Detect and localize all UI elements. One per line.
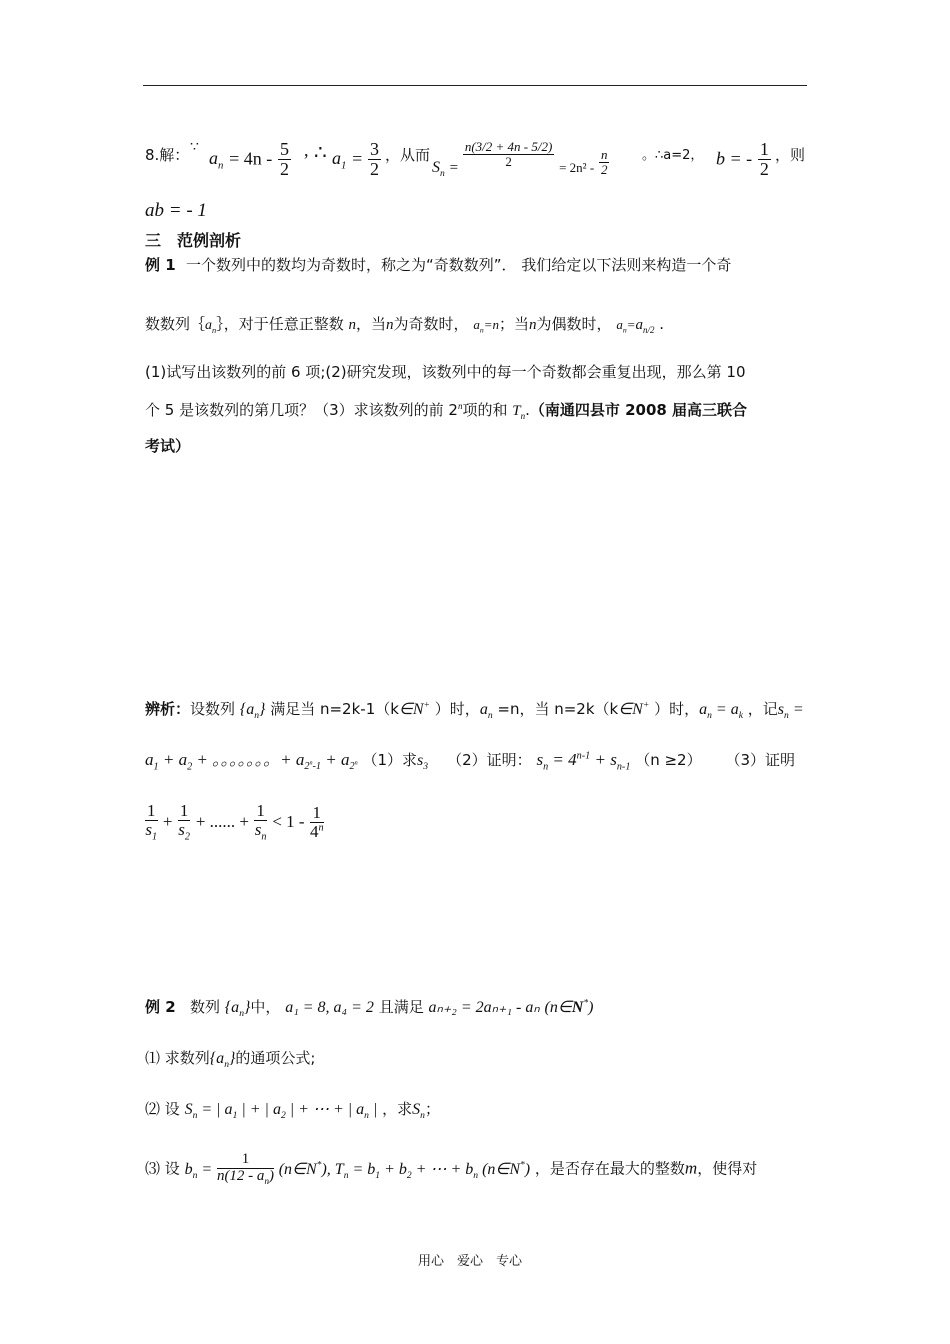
example-1-line1: 一个数列中的数均为奇数时，称之为“奇数数列”． 我们给定以下法则来构造一个奇 bbox=[186, 256, 732, 274]
example-2-line1: 例 2 数列 $\{a_n\}$中， a₁ = 8, a₄ = 2 且满足 aₙ₊₂ = 2aₙ₊₁ - aₙ (n∈N*) bbox=[145, 997, 594, 1020]
page-footer: 用心 爱心 专心 bbox=[418, 1254, 523, 1269]
header-rule bbox=[143, 85, 807, 86]
analysis-line2: $a_1 + a_2$ + 。。。。。。。+ $a_{2^n-1} + a_{2^n}$ （1）求$s_3$ （2）证明： $s_n = 4^{n-1} + s_{n-1}$ （n ≥2） （3）证明 bbox=[145, 750, 795, 773]
congcong-text: ，从而 bbox=[385, 146, 431, 164]
section-heading: 三 范例剖析 bbox=[145, 231, 242, 250]
example-1-line4: 个 5 是该数列的第几项？（3）求该数列的前 2$^n$项的和 $T_n$.（南通四县市 2008 届高三联合 bbox=[145, 401, 748, 421]
example-1-line5: 考试） bbox=[145, 437, 191, 455]
formula-sn: $S_n$ = $\frac{n(3/2 + 4n - 5/2)}{2}$ = 2n² - $\frac{n}{2}$ bbox=[432, 139, 608, 180]
formula-an: $a_n = 4n$ - $\frac{5}{2}$ bbox=[209, 139, 290, 179]
ab-result: ab = - 1 bbox=[145, 200, 207, 221]
example-2-q1: ⑴ 求数列$\{a_n\}$的通项公式; bbox=[145, 1049, 316, 1071]
because-symbol: ∵ bbox=[190, 140, 199, 155]
solution-label: 8.解： bbox=[145, 146, 190, 164]
ze-text: ，则 bbox=[775, 146, 806, 164]
formula-a1: $a_1$ = $\frac{3}{2}$ bbox=[332, 139, 380, 179]
example-1-line2: 数数列$\{a_n\}$，对于任意正整数 n，当n为奇数时， $a_n=n$；当n为偶数时， $a_n=a_{n/2}$ . bbox=[145, 315, 665, 335]
therefore-symbol: ∴ bbox=[314, 142, 327, 164]
example-2-q3: ⑶ 设 $b_n$ = $\frac{1}{n(12 - a_n)}$ (n∈N*), $T_n = b_1 + b_2$ + ⋯ + $b_n$ (n∈N*) ，是否存在最大的整数m，使得对 bbox=[145, 1151, 758, 1186]
example-1-label: 例 1 bbox=[145, 256, 176, 274]
example-1-line3: (1)试写出该数列的前 6 项;(2)研究发现，该数列中的每一个奇数都会重复出现，那么第 10 bbox=[145, 363, 746, 381]
formula-b: b = - $\frac{1}{2}$ bbox=[716, 139, 769, 179]
comma: , bbox=[304, 140, 309, 160]
a-value: 。∴a=2， bbox=[642, 148, 704, 163]
analysis-inequality: $\frac{1}{s_1}$ + $\frac{1}{s_2}$ + ...... + $\frac{1}{s_n}$ < 1 - $\frac{1}{4^n}$ bbox=[145, 801, 324, 843]
analysis-line1: 辨析：设数列 $\{a_n\}$ 满足当 n=2k-1（k∈N+ ）时，$a_n =n$，当 n=2k（k∈N+ ）时，$a_n = a_k$ ，记$s_n$ = bbox=[145, 699, 804, 722]
example-2-q2: ⑵ 设 $S_n$ = | $a_1$ | + | $a_2$ | + ⋯ + | $a_n$ | ，求$S_n$； bbox=[145, 1100, 440, 1122]
